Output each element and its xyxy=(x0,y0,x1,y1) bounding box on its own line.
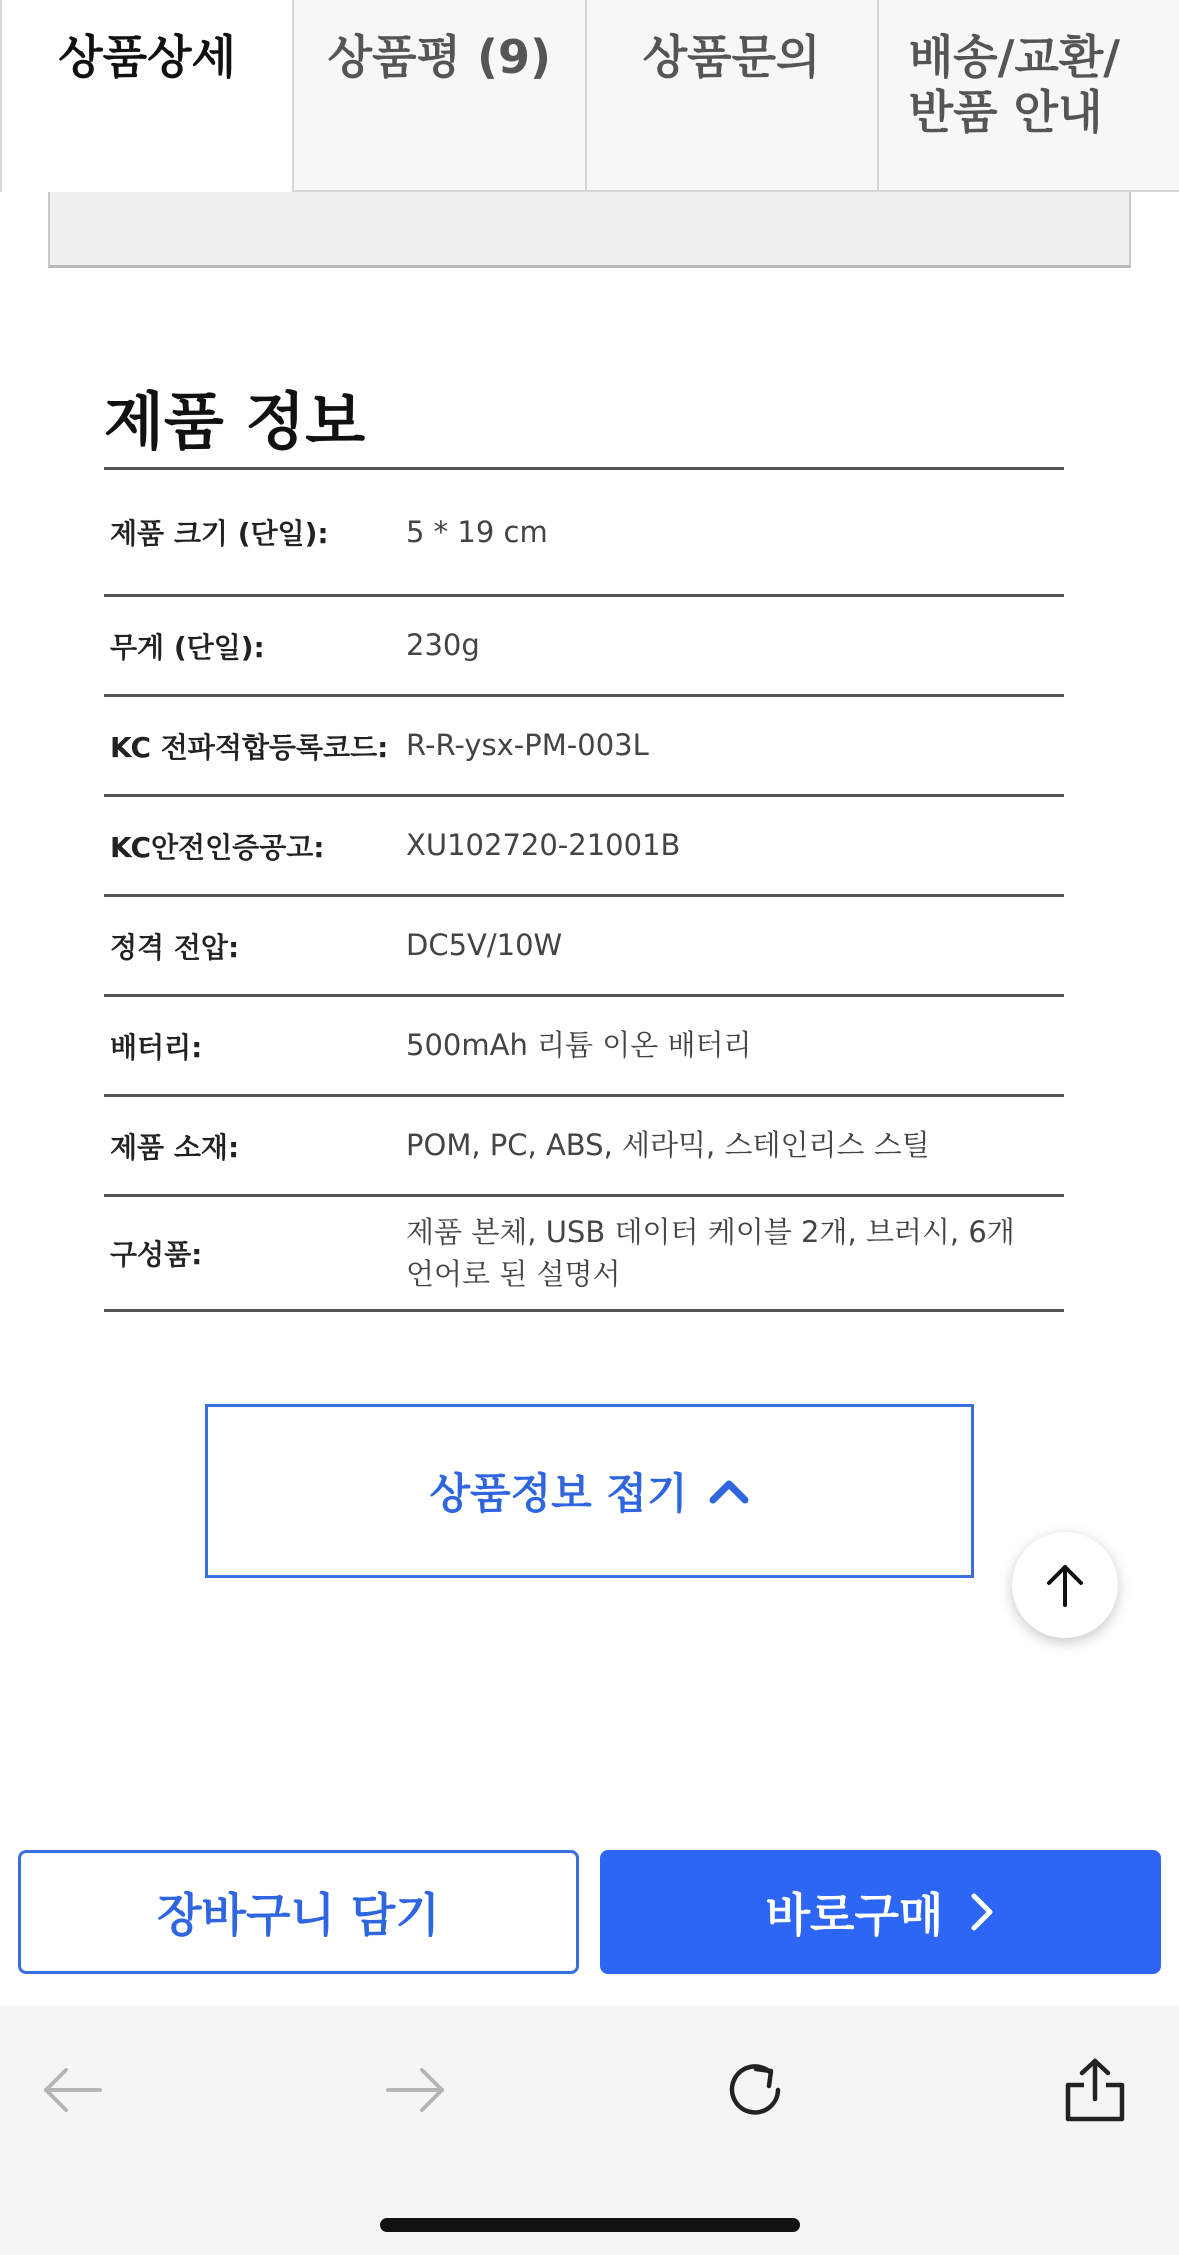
row-label: 제품 크기 (단일): xyxy=(110,517,329,550)
reload-icon[interactable] xyxy=(720,2055,790,2125)
table-row xyxy=(104,597,1064,697)
row-value: XU102720-21001B xyxy=(406,828,681,863)
row-label: 무게 (단일): xyxy=(110,630,265,664)
buy-now-label: 바로구매 xyxy=(765,1888,944,1942)
row-value: 500mAh 리튬 이온 배터리 xyxy=(406,1028,752,1063)
tab-inquiries[interactable]: 상품문의 xyxy=(585,0,877,192)
table-row xyxy=(104,470,1064,597)
product-info-title: 제품 정보 xyxy=(104,385,366,458)
row-label: KC 전파적합등록코드: xyxy=(110,730,389,764)
table-row xyxy=(104,697,1064,797)
product-info-table xyxy=(104,467,1064,1312)
table-row xyxy=(104,1197,1064,1312)
chevron-right-icon xyxy=(969,1891,995,1933)
row-label: 제품 소재: xyxy=(110,1130,240,1164)
row-label: 정격 전압: xyxy=(110,930,240,964)
add-to-cart-label: 장바구니 담기 xyxy=(157,1888,440,1942)
add-to-cart-button[interactable] xyxy=(18,1850,579,1974)
tab-shipping-returns[interactable]: 배송/교환/ 반품 안내 xyxy=(877,0,1179,192)
row-label: KC안전인증공고: xyxy=(110,830,325,864)
collapse-product-info-button[interactable] xyxy=(205,1404,974,1578)
arrow-up-icon xyxy=(1043,1561,1087,1609)
forward-arrow-icon[interactable] xyxy=(380,2055,450,2125)
buy-now-button[interactable] xyxy=(600,1850,1161,1974)
chevron-up-icon xyxy=(708,1476,750,1506)
row-value: 5 * 19 cm xyxy=(406,514,548,549)
tab-reviews[interactable]: 상품평 (9) xyxy=(292,0,584,192)
home-indicator[interactable] xyxy=(380,2218,800,2232)
table-row xyxy=(104,797,1064,897)
content-banner-box xyxy=(48,192,1131,268)
table-row xyxy=(104,1097,1064,1197)
row-value: DC5V/10W xyxy=(406,928,563,963)
tab-bar xyxy=(0,0,1179,192)
scroll-to-top-button[interactable] xyxy=(1012,1532,1118,1638)
row-value: 230g xyxy=(406,628,480,663)
row-label: 구성품: xyxy=(110,1238,203,1271)
table-row xyxy=(104,897,1064,997)
back-arrow-icon[interactable] xyxy=(38,2055,108,2125)
row-label: 배터리: xyxy=(110,1030,203,1064)
table-row xyxy=(104,997,1064,1097)
row-value: POM, PC, ABS, 세라믹, 스테인리스 스틸 xyxy=(406,1128,930,1163)
row-value: R-R-ysx-PM-003L xyxy=(406,728,649,763)
share-icon[interactable] xyxy=(1060,2055,1130,2125)
collapse-button-label: 상품정보 접기 xyxy=(429,1469,688,1518)
tab-product-detail[interactable]: 상품상세 xyxy=(0,0,292,192)
row-value: 제품 본체, USB 데이터 케이블 2개, 브러시, 6개 언어로 된 설명서 xyxy=(406,1214,1015,1291)
